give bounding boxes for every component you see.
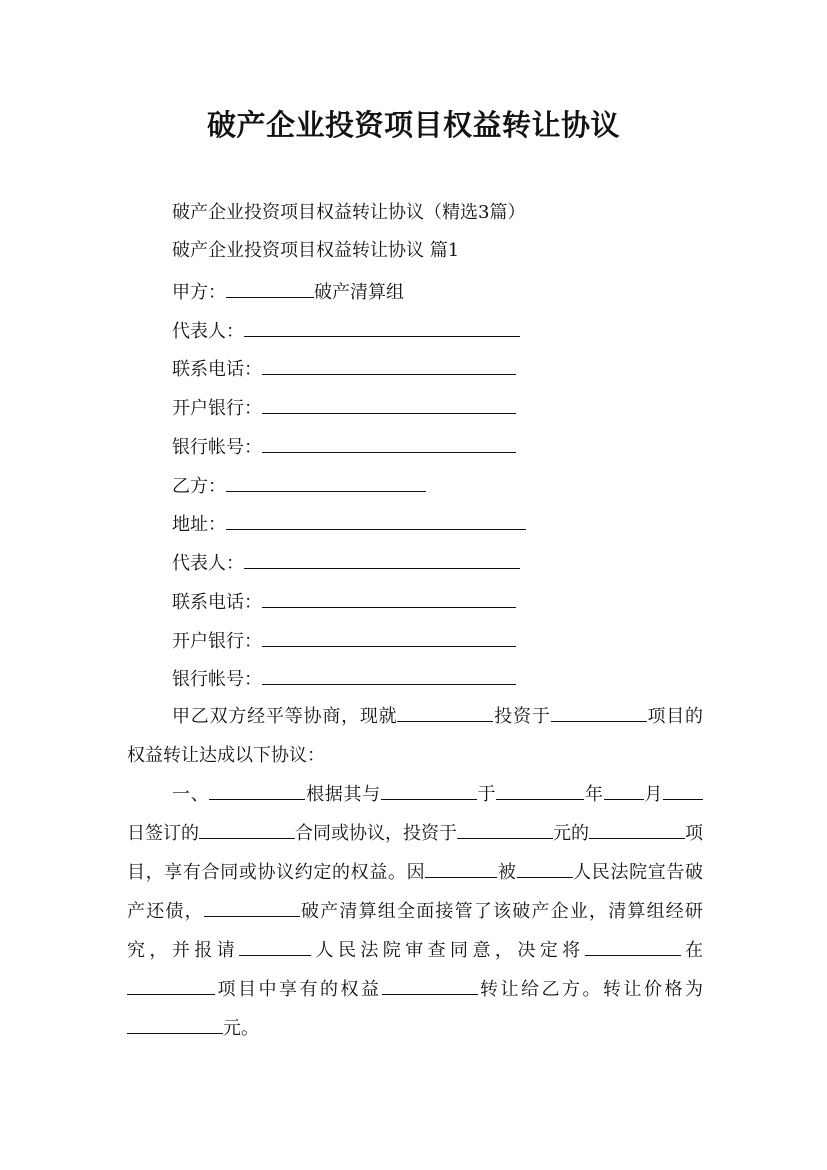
field-label: 联系电话：	[172, 359, 262, 380]
party-b-phone	[172, 587, 516, 613]
field-label: 开户银行：	[172, 398, 262, 419]
blank[interactable]	[127, 1015, 223, 1034]
blank[interactable]	[127, 976, 215, 995]
party-a-suffix: 破产清算组	[314, 282, 404, 303]
party-a-representative	[172, 316, 520, 342]
text-run: 月	[643, 784, 664, 805]
document-subtitle: 破产企业投资项目权益转让协议（精选3篇）	[172, 202, 526, 223]
party-b-blank[interactable]	[226, 471, 426, 492]
party-b-line	[172, 471, 426, 497]
field-label: 银行帐号：	[172, 669, 262, 690]
text-run: 在	[680, 940, 704, 961]
text-run: 于	[476, 784, 497, 805]
party-a-phone	[172, 354, 516, 380]
field-blank[interactable]	[262, 393, 516, 414]
text-run: 项目的权益转让达成以下协议：	[127, 706, 704, 766]
text-run: 项目，享有合同或协议约定的权益。因	[127, 823, 703, 883]
text-run: 根据其与	[305, 784, 381, 805]
blank[interactable]	[199, 820, 295, 839]
text-run: 人民法院宣告破产还债，	[127, 862, 704, 922]
blank[interactable]	[457, 820, 553, 839]
text-run: 破产清算组全面接管了该破产企业，清算组经研究，并报请	[127, 901, 704, 961]
blank[interactable]	[397, 703, 493, 722]
field-blank[interactable]	[262, 626, 516, 647]
party-a-line	[172, 277, 404, 303]
text-run: 日签订的	[127, 823, 199, 844]
blank[interactable]	[496, 781, 584, 800]
section-heading: 破产企业投资项目权益转让协议 篇1	[172, 240, 460, 261]
field-label: 开户银行：	[172, 631, 262, 652]
blank[interactable]	[551, 703, 647, 722]
party-a-label: 甲方：	[172, 282, 226, 303]
field-blank[interactable]	[262, 354, 516, 375]
field-blank[interactable]	[244, 316, 520, 337]
document-title: 破产企业投资项目权益转让协议	[206, 108, 620, 142]
party-b-account	[172, 664, 516, 690]
field-blank[interactable]	[244, 548, 520, 569]
party-b-address	[172, 509, 526, 535]
blank[interactable]	[604, 781, 644, 800]
blank[interactable]	[517, 859, 573, 878]
text-run: 一、	[172, 784, 210, 805]
text-run: 被	[497, 862, 517, 883]
text-run: 项目中享有的权益	[215, 979, 382, 1000]
text-run: 人民法院审查同意，决定将	[311, 940, 585, 961]
text-run: 甲乙双方经平等协商，现就	[172, 706, 398, 727]
field-label: 地址：	[172, 514, 226, 535]
text-run: 元。	[223, 1018, 259, 1039]
text-run: 转让给乙方。转让价格为	[477, 979, 703, 1000]
blank[interactable]	[209, 781, 305, 800]
blank[interactable]	[663, 781, 703, 800]
field-blank[interactable]	[262, 587, 516, 608]
field-label: 代表人：	[172, 321, 244, 342]
text-run: 投资于	[493, 706, 551, 727]
blank[interactable]	[239, 937, 311, 956]
party-b-bank	[172, 626, 516, 652]
text-run: 年	[584, 784, 604, 805]
party-a-blank[interactable]	[226, 277, 314, 298]
field-blank[interactable]	[226, 509, 526, 530]
text-run: 元的	[553, 823, 589, 844]
party-b-representative	[172, 548, 520, 574]
text-run: 合同或协议，投资于	[295, 823, 457, 844]
agreement-paragraph-1	[127, 697, 703, 775]
field-label: 代表人：	[172, 553, 244, 574]
agreement-paragraph-2	[127, 775, 703, 1048]
blank[interactable]	[585, 937, 681, 956]
field-blank[interactable]	[262, 664, 516, 685]
party-a-bank	[172, 393, 516, 419]
blank[interactable]	[382, 976, 478, 995]
blank[interactable]	[425, 859, 497, 878]
blank[interactable]	[381, 781, 477, 800]
blank[interactable]	[204, 898, 300, 917]
party-a-account	[172, 432, 516, 458]
field-label: 联系电话：	[172, 592, 262, 613]
field-blank[interactable]	[262, 432, 516, 453]
blank[interactable]	[589, 820, 685, 839]
party-b-label: 乙方：	[172, 476, 226, 497]
field-label: 银行帐号：	[172, 437, 262, 458]
